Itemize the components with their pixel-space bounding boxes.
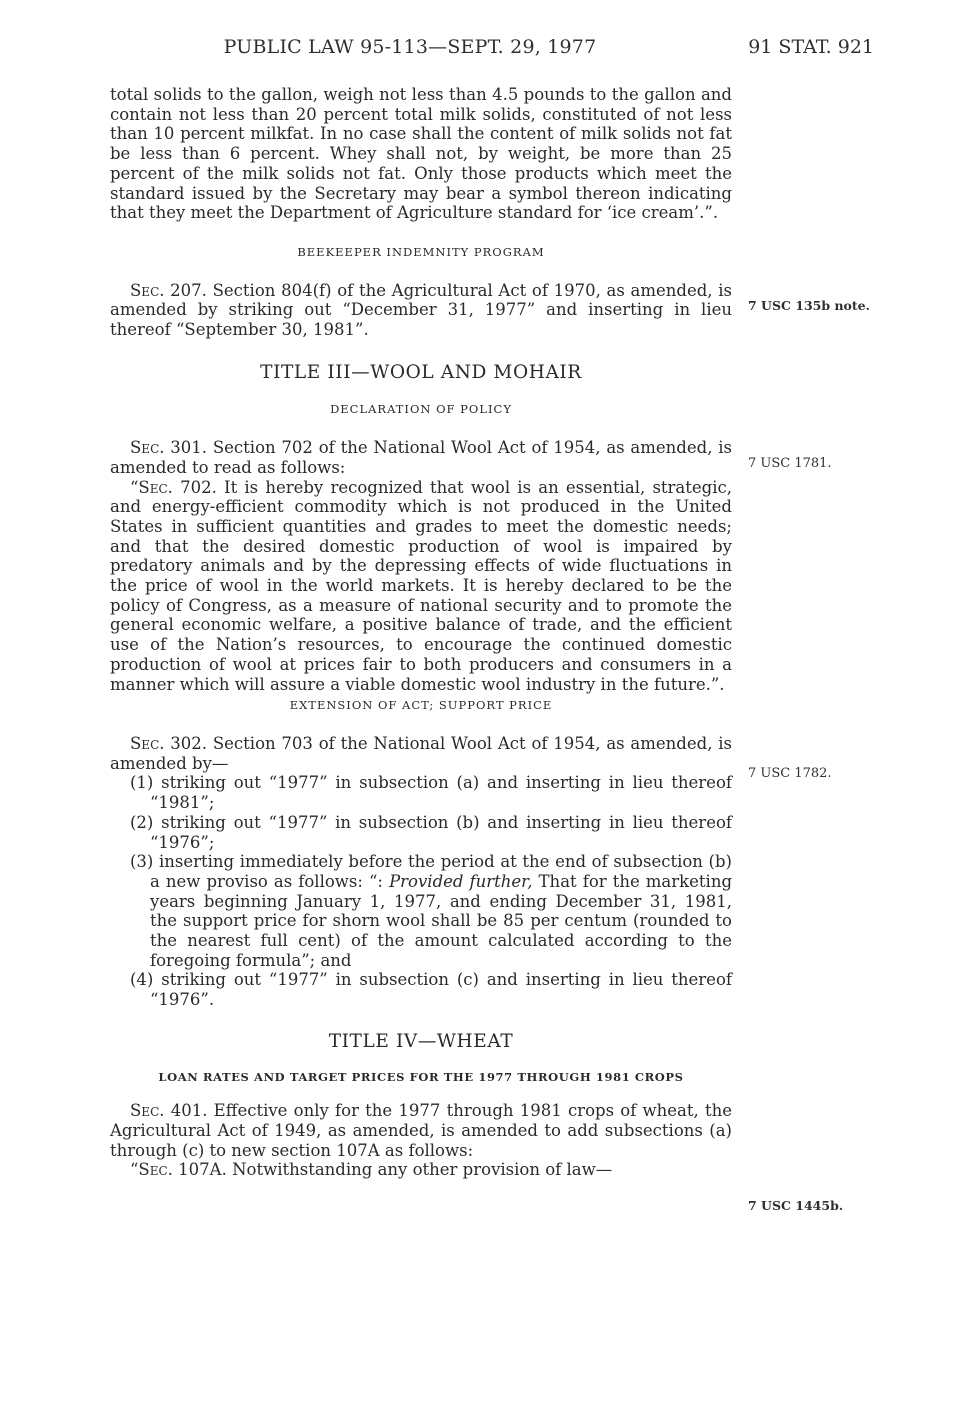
sec-401-label: Sec. 401.	[130, 1101, 208, 1121]
sec-702-label: “Sec. 702.	[130, 477, 217, 497]
sec-302-item-2: (2) striking out “1977” in subsection (b) and inserting in lieu thereof “1976”;	[130, 812, 732, 852]
sec-302-item-3-start: (3) inserting immediately before the period at the end of subsection (b) a new proviso as follows: “:	[130, 852, 732, 891]
sec-107a-label: “Sec. 107A.	[130, 1160, 227, 1180]
sec-702-text: It is hereby recognized that wool is an essential, strategic, and energy-efficient commodity which is not produced in the United States in sufficient quantities and grades to meet the domestic needs; and that the desired domestic production of wool is impaired by predatory animals and by the depressing effects of wide fluctuations in the price of wool in the world markets. It is hereby declared to be the policy of Congress, as a measure of national security and to promote the general economic welfare, a positive balance of trade, and the efficient use of the Nation’s resources, to encourage the continued domestic production of wool at prices fair to both producers and consumers in a manner which will assure a viable domestic wool industry in the future.”.	[110, 477, 732, 694]
section-heading-extension: EXTENSION OF ACT; SUPPORT PRICE	[289, 698, 553, 713]
running-header-stat: 91 STAT. 921	[748, 36, 874, 58]
body-text	[110, 85, 732, 1180]
sec-207-label: Sec. 207.	[130, 280, 207, 300]
sec-107a-quote	[110, 1160, 732, 1180]
sec-302-item-3-end: That for the marketing years beginning January 1, 1977, and ending December 31, 1981, the support price for shorn wool shall be 85 per centum (rounded to the nearest full cent) of the amount calculated according to the foregoing formula”; and	[150, 871, 733, 970]
sec-302-paragraph	[110, 734, 732, 773]
sec-207-paragraph	[110, 281, 732, 340]
sec-107a-text: Notwithstanding any other provision of law—	[226, 1160, 613, 1180]
sec-302-item-3	[110, 852, 732, 970]
section-heading-declaration: DECLARATION OF POLICY	[330, 402, 512, 417]
title-iii-heading: TITLE III—WOOL AND MOHAIR	[260, 361, 582, 383]
section-heading-loan-rates: LOAN RATES AND TARGET PRICES FOR THE 1977 THROUGH 1981 CROPS	[158, 1069, 684, 1084]
margin-note-sec-401: 7 USC 1445b.	[748, 1198, 844, 1213]
sec-401-paragraph	[110, 1101, 732, 1160]
sec-301-label: Sec. 301.	[130, 438, 208, 458]
sec-301-paragraph	[110, 438, 732, 477]
paragraph-continuation: total solids to the gallon, weigh not less than 4.5 pounds to the gallon and contain not less than 20 percent total milk solids, constituted of not less than 10 percent milkfat. In no case shall the content of milk solids not fat be less than 6 percent. Whey shall not, by weight, be more than 25 percent of the milk solids not fat. Only those products which meet the standard issued by the Secretary may bear a symbol thereon indicating that they meet the Department of Agriculture standard for ‘ice cream’.”.	[110, 85, 732, 223]
running-header-title: PUBLIC LAW 95-113—SEPT. 29, 1977	[223, 36, 597, 58]
sec-302-item-3-proviso: Provided further,	[389, 871, 533, 891]
sec-302-text: Section 703 of the National Wool Act of 1954, as amended, is amended by—	[110, 733, 732, 773]
title-iv-heading: TITLE IV—WHEAT	[328, 1030, 514, 1052]
sec-301-text: Section 702 of the National Wool Act of 1954, as amended, is amended to read as follows:	[110, 438, 732, 477]
sec-702-quote	[110, 478, 732, 695]
sec-302-item-1: (1) striking out “1977” in subsection (a) and inserting in lieu thereof “1981”;	[130, 773, 732, 813]
margin-note-sec-301: 7 USC 1781.	[748, 456, 832, 471]
margin-note-sec-302: 7 USC 1782.	[748, 766, 832, 781]
sec-302-item-4: (4) striking out “1977” in subsection (c) and inserting in lieu thereof “1976”.	[130, 970, 732, 1010]
sec-401-text: Effective only for the 1977 through 1981 crops of wheat, the Agricultural Act of 1949, as amended, is amended to add subsections (a) through (c) to new section 107A as follows:	[110, 1101, 732, 1160]
sec-207-text: Section 804(f) of the Agricultural Act of 1970, as amended, is amended by striking out “December 31, 1977” and inserting in lieu thereof “September 30, 1981”.	[110, 280, 732, 340]
section-heading-beekeeper: BEEKEEPER INDEMNITY PROGRAM	[297, 244, 545, 259]
margin-note-sec-207: 7 USC 135b note.	[748, 298, 870, 313]
sec-302-label: Sec. 302.	[130, 733, 208, 753]
